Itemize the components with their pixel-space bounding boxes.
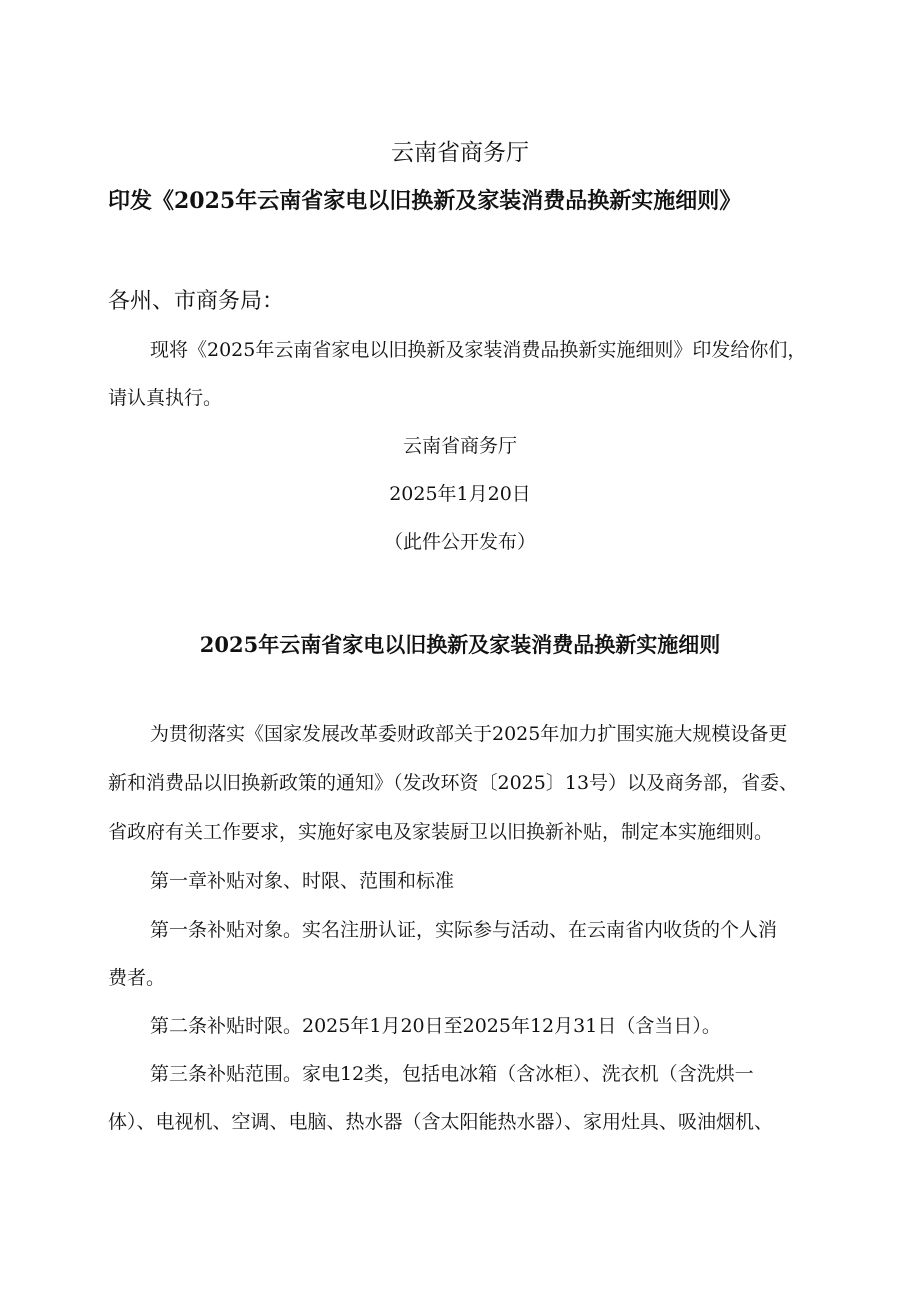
letter-body-line: 请认真执行。 (108, 387, 223, 409)
issue-date: 2025年1月20日 (389, 483, 531, 505)
publication-note: （此件公开发布） (383, 531, 536, 553)
chapter-heading: 第一章补贴对象、时限、范围和标准 (150, 870, 455, 892)
addressee: 各州、市商务局： (108, 289, 285, 314)
article-line: 第二条补贴时限。2025年1月20日至2025年12月31日（含当日）。 (150, 1015, 721, 1037)
notice-title: 印发《2025年云南省家电以旧换新及家装消费品换新实施细则》 (108, 188, 742, 214)
rules-title: 2025年云南省家电以旧换新及家装消费品换新实施细则 (199, 632, 721, 657)
signature: 云南省商务厅 (402, 435, 517, 457)
article-line: 费者。 (108, 967, 166, 989)
letter-body-line: 现将《2025年云南省家电以旧换新及家装消费品换新实施细则》印发给你们， (150, 339, 807, 361)
paragraph-line: 新和消费品以旧换新政策的通知》（发改环资〔2025〕13号）以及商务部，省委、 (108, 772, 799, 794)
issuer-heading: 云南省商务厅 (391, 140, 529, 166)
paragraph-line: 为贯彻落实《国家发展改革委财政部关于2025年加力扩围实施大规模设备更 (150, 723, 788, 745)
article-line: 第一条补贴对象。实名注册认证，实际参与活动、在云南省内收货的个人消 (150, 919, 778, 941)
article-line: 第三条补贴范围。家电12类，包括电冰箱（含冰柜）、洗衣机（含洗烘一 (150, 1063, 754, 1085)
paragraph-line: 省政府有关工作要求，实施好家电及家装厨卫以旧换新补贴，制定本实施细则。 (108, 821, 774, 843)
article-line: 体）、电视机、空调、电脑、热水器（含太阳能热水器）、家用灶具、吸油烟机、 (108, 1111, 774, 1133)
